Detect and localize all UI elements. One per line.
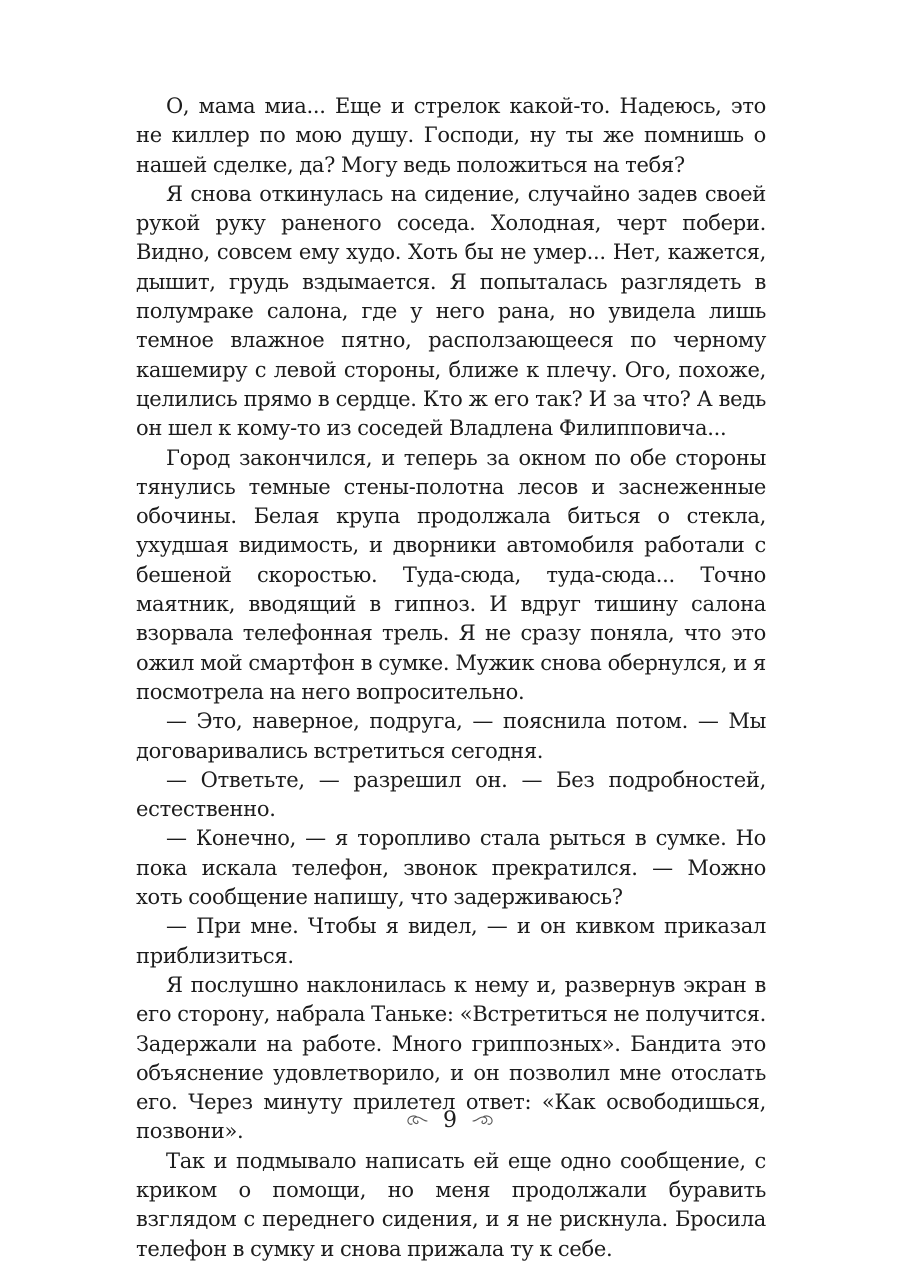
paragraph: — При мне. Чтобы я видел, — и он кивком приказал приблизиться. — [136, 914, 766, 968]
paragraph: О, мама миа... Еще и стрелок какой-то. Надеюсь, это не киллер по мою душу. Господи, ну ты же помнишь о нашей сделке, да? Могу ведь положиться на тебя? — [136, 94, 766, 177]
paragraph: Я снова откинулась на сидение, случайно задев своей рукой руку раненого соседа. Холодная, черт побери. Видно, совсем ему худо. Хоть бы не умер... Нет, кажется, дышит, грудь вздымается. Я попыталась разглядеть в полумраке салона, где у него рана, но увидела лишь темное влажное пятно, расползающееся по черному кашемиру с левой стороны, ближе к плечу. Ого, похоже, целились прямо в сердце. Кто ж его так? И за что? А ведь он шел к кому-то из соседей Владлена Филипповича... — [136, 181, 766, 441]
paragraph: — Это, наверное, подруга, — пояснила потом. — Мы договаривались встретиться сегодня. — [136, 709, 766, 763]
page-body — [136, 92, 766, 1264]
ornament-left-icon — [405, 1114, 429, 1128]
paragraph: — Ответьте, — разрешил он. — Без подробностей, естественно. — [136, 767, 766, 822]
paragraph: Город закончился, и теперь за окном по обе стороны тянулись темные стены-полотна лесов и заснеженные обочины. Белая крупа продолжала биться о стекла, ухудшая видимость, и дворники автомобиля работали с бешеной скоростью. Туда-сюда, туда-сюда... Точно маятник, вводящий в гипноз. И вдруг тишину салона взорвала телефонная трель. Я не сразу поняла, что это ожил мой смартфон в сумке. Мужик снова обернулся, и я посмотрела на него вопросительно. — [136, 445, 766, 704]
paragraph: Я послушно наклонилась к нему и, развернув экран в его сторону, набрала Таньке: «Встретиться не получится. Задержали на работе. Много гриппозных». Бандита это объяснение удовлетворило, и он позволил мне отослать его. Через минуту прилетел ответ: «Как освободишься, позвони». — [136, 972, 766, 1144]
page-footer — [0, 1108, 900, 1133]
paragraph: — Конечно, — я торопливо стала рыться в сумке. Но пока искала телефон, звонок прекратился. — Можно хоть сообщение напишу, что задерживаюсь? — [136, 826, 766, 910]
page-number: 9 — [443, 1108, 457, 1133]
paragraph: Так и подмывало написать ей еще одно сообщение, с криком о помощи, но меня продолжали буравить взглядом с переднего сидения, и я не рискнула. Бросила телефон в сумку и снова прижала ту к себе. — [136, 1148, 766, 1261]
ornament-right-icon — [471, 1114, 495, 1128]
